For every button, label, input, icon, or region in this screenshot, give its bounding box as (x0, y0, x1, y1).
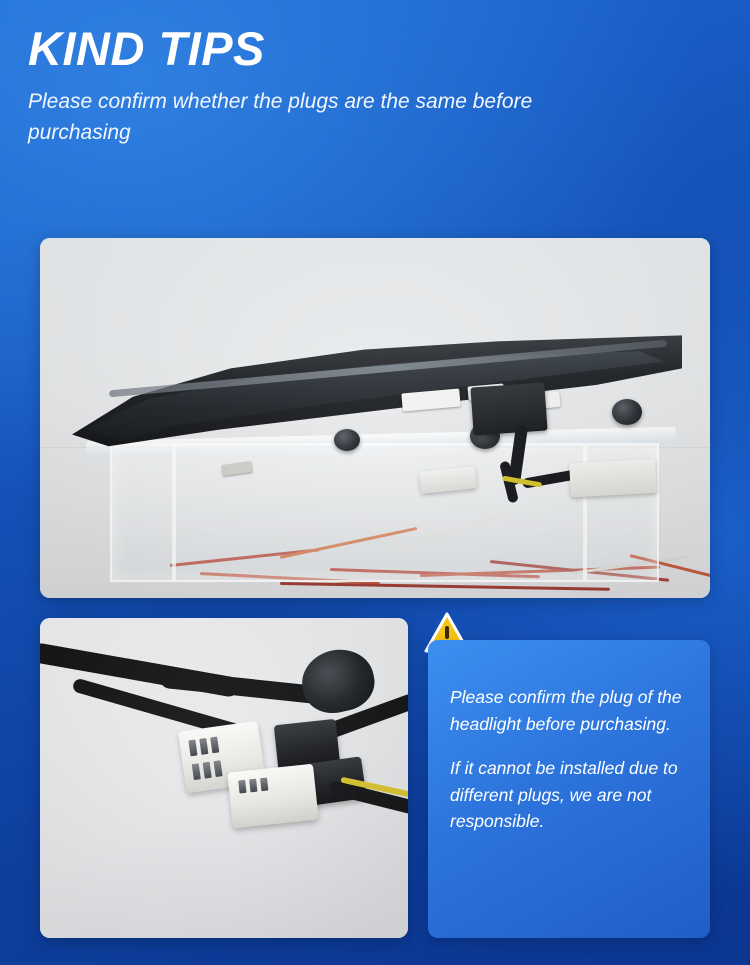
note-paragraph-2: If it cannot be installed due to different plugs, we are not responsible. (450, 758, 678, 832)
header (28, 24, 668, 148)
headlight-assembly (72, 313, 682, 453)
headlight-photo (40, 238, 710, 598)
note-paragraph-1: Please confirm the plug of the headlight before purchasing. (450, 687, 682, 734)
plug-closeup-photo (40, 618, 408, 938)
page-title: KIND TIPS (28, 22, 265, 75)
note-card (428, 640, 710, 938)
white-connector (227, 764, 318, 829)
page-subtitle: Please confirm whether the plugs are the same before purchasing (28, 90, 533, 144)
